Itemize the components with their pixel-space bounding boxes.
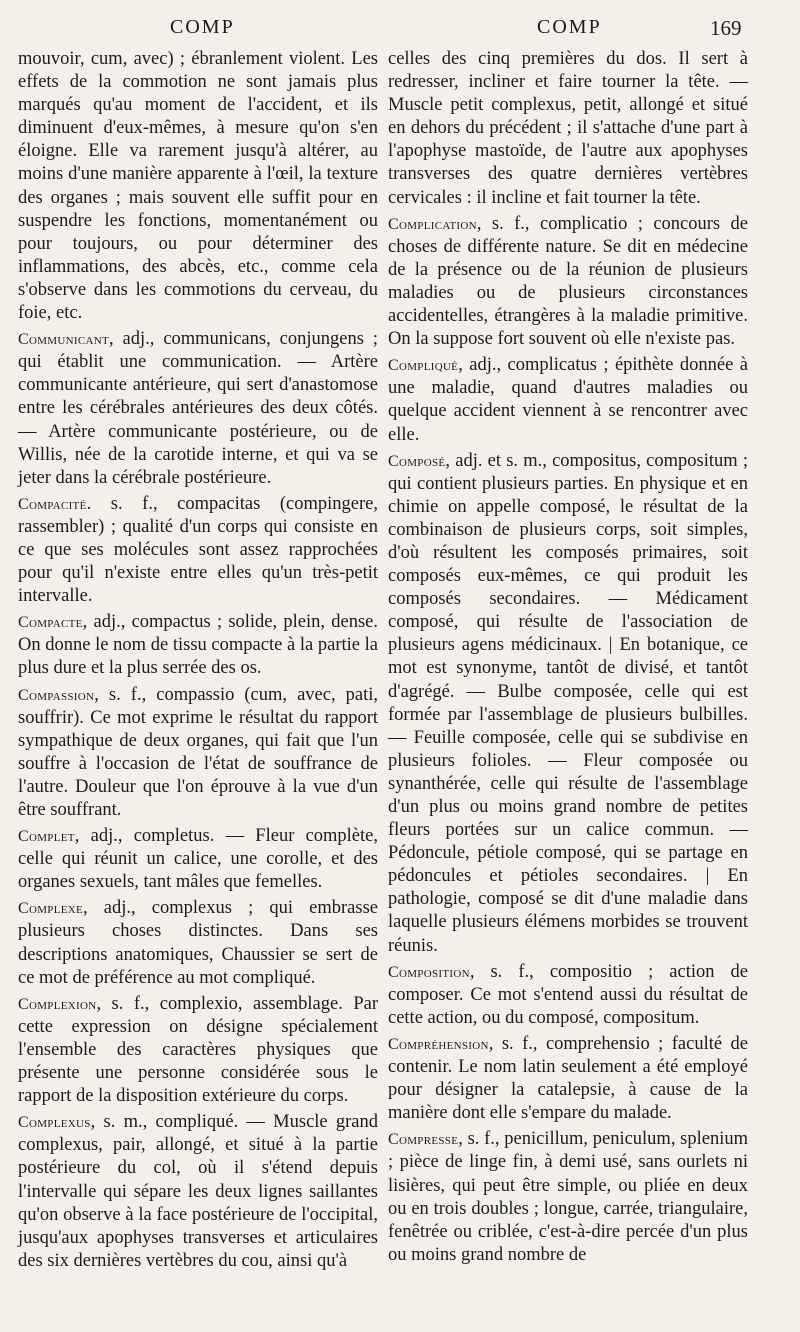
entry-headword: Complexion [18,995,97,1013]
entry-complexus [18,1111,378,1273]
entry-headword: Compassion [18,686,95,704]
entry-comprehension [388,1033,748,1125]
entry-body: , adj., communicans, conjungens ; qui établit une communication. — Artère communicante antérieure, qui sert d'anastomose entre les cérébrales antérieures des deux côtés. — Artère communicante postérieure, ou de Willis, née de la carotide interne, et qui va se jeter dans la cérébrale postérieure. [18,329,378,488]
entry-complexion [18,993,378,1108]
entry-body: , adj., complicatus ; épithète donnée à une maladie, quand d'autres maladies ou quelque accident viennent à se rencontrer avec elle. [388,355,748,445]
entry-headword: Composé [388,452,446,470]
entry-body: . s. f., compacitas (compingere, rassembler) ; qualité d'un corps qui consiste en ce que ses molécules sont assez rapprochées pour qu'il n'existe entre elles qu'un très-petit intervalle. [18,493,378,607]
entry-compacte [18,611,378,680]
entry-headword: Compréhension [388,1035,489,1053]
left-column [18,48,378,1276]
entry-compassion [18,684,378,823]
entry-headword: Complexe [18,900,84,918]
page-number: 169 [710,16,742,40]
entry-compose [388,450,748,958]
entry-body: , adj., complexus ; qui embrasse plusieurs choses distinctes. Dans ses descriptions anatomiques, Chaussier se sert de ce mot de préférence au mot compliqué. [18,898,378,988]
entry-body: , adj., completus. — Fleur complète, celle qui réunit un calice, une corolle, et des organes sexuels, tant mâles que femelles. [18,826,378,893]
header-left-word: COMP [170,16,235,38]
entry-complet [18,825,378,894]
entry-body: , s. f., complexio, assemblage. Par cette expression on désigne spécialement l'ensemble des caractères physiques que présente une personne considérée sous le rapport de la disposition extérieure du corps. [18,993,378,1107]
entry-body: , s. f., penicillum, peniculum, splenium ; pièce de linge fin, à demi usé, sans ourlets ni lisières, qui peut être simple, ou pliée en deux ou en trois doubles ; longue, carrée, triangulaire, fenêtrée ou criblée, c'est-à-dire percée d'un plus ou moins grand nombre de [388,1129,748,1265]
entry-communicant [18,328,378,490]
entry-complication [388,213,748,352]
entry-body: , s. m., compliqué. — Muscle grand complexus, pair, allongé, et situé à la partie postérieure du col, où il s'étend depuis l'intervalle qui sépare les deux lignes saillantes qu'on observe à la face postérieure de l'occipital, jusqu'aux apophyses transverses et articulaires des six dernières vertèbres du cou, ainsi qu'à [18,1112,378,1271]
entry-body: , adj. et s. m., compositus, compositum ; qui contient plusieurs parties. En physique et en chimie on appelle composé, le résultat de la combinaison de plusieurs corps, soit simples, d'où résultent les composés primaires, soit composés eux-mêmes, ce qui produit les composés secondaires. — Médicament composé, qui résulte de l'association de plusieurs agens médicinaux. | En botanique, ce mot est synonyme, tantôt de divisé, et tantôt d'agrégé. — Bulbe composée, celle qui est formée par l'assemblage de plusieurs bulbilles. — Feuille composée, celle qui se subdivise en plusieurs folioles. — Fleur composée ou synanthérée, celle qui résulte de l'assemblage d'un plus ou moins grand nombre de petites fleurs portées sur un calice commun. — Pédoncule, pétiole composé, qui se partage en pédoncules et pétioles secondaires. | En pathologie, composé se dit d'une maladie dans laquelle plusieurs élémens morbides se trouvent réunis. [388,450,748,956]
entry-continuation: mouvoir, cum, avec) ; ébranlement violent. Les effets de la commotion ne sont jamais plus marqués qu'au moment de l'accident, et ils diminuent d'eux-mêmes, à mesure qu'on s'en éloigne. Elle va rarement jusqu'à altérer, au moins d'une manière apparente à l'œil, la texture des organes ; mais souvent elle suffit pour en suspendre les fonctions, momentanément ou pour toujours, ou pour déterminer des inflammations, des abcès, etc., comme cela s'observe dans les commotions du cerveau, du foie, etc. [18,49,378,324]
entry-body: , s. f., compositio ; action de composer. Ce mot s'entend aussi du résultat de cette action, ou du composé, compositum. [388,961,748,1028]
entry-composition [388,961,748,1030]
entry-headword: Complet [18,828,75,846]
entry-body: , s. f., compassio (cum, avec, pati, souffrir). Ce mot exprime le résultat du rapport sympathique de deux organes, qui fait que l'un souffre à l'occasion de l'état de souffrance de l'autre. Douleur que l'on éprouve à la vue d'un être souffrant. [18,684,378,820]
entry-headword: Compacité [18,495,87,513]
entry-body: , s. f., comprehensio ; faculté de contenir. Le nom latin seulement a été employé pour désigner la catalepsie, à cause de la manière dont elle s'empare du malade. [388,1033,748,1124]
entry-complique [388,354,748,446]
entry-body: , s. f., complicatio ; concours de choses de différente nature. Se dit en médecine de la présence ou de la réunion de plusieurs maladies ou de plusieurs circonstances accidentelles, étrangères à la maladie primitive. On la suppose fort souvent où elle n'existe pas. [388,213,748,350]
entry-complexe [18,897,378,989]
entry-headword: Communicant [18,331,109,349]
header-right-word: COMP [537,16,602,38]
entry-headword: Composition [388,963,470,981]
entry-headword: Compacte [18,614,83,632]
entry-headword: Compresse [388,1131,459,1149]
entry-compacite [18,493,378,608]
entry-headword: Complication [388,215,477,233]
entry-continuation: celles des cinq premières du dos. Il sert à redresser, incliner et faire tourner la tête. — Muscle petit complexus, petit, allongé et situé en dehors du précédent ; il s'attache d'une part à l'apophyse mastoïde, de l'autre aux apophyses transverses des quatre dernières vertèbres cervicales : il incline et fait tourner la tête. [388,49,748,208]
running-header [0,16,800,48]
entry-body: , adj., compactus ; solide, plein, dense. On donne le nom de tissu compacte à la partie la plus dure et la plus serrée des os. [18,612,378,679]
entry-headword: Complexus [18,1114,91,1132]
right-column [388,48,748,1270]
entry-headword: Compliqué [388,357,459,375]
entry-compresse [388,1128,748,1267]
